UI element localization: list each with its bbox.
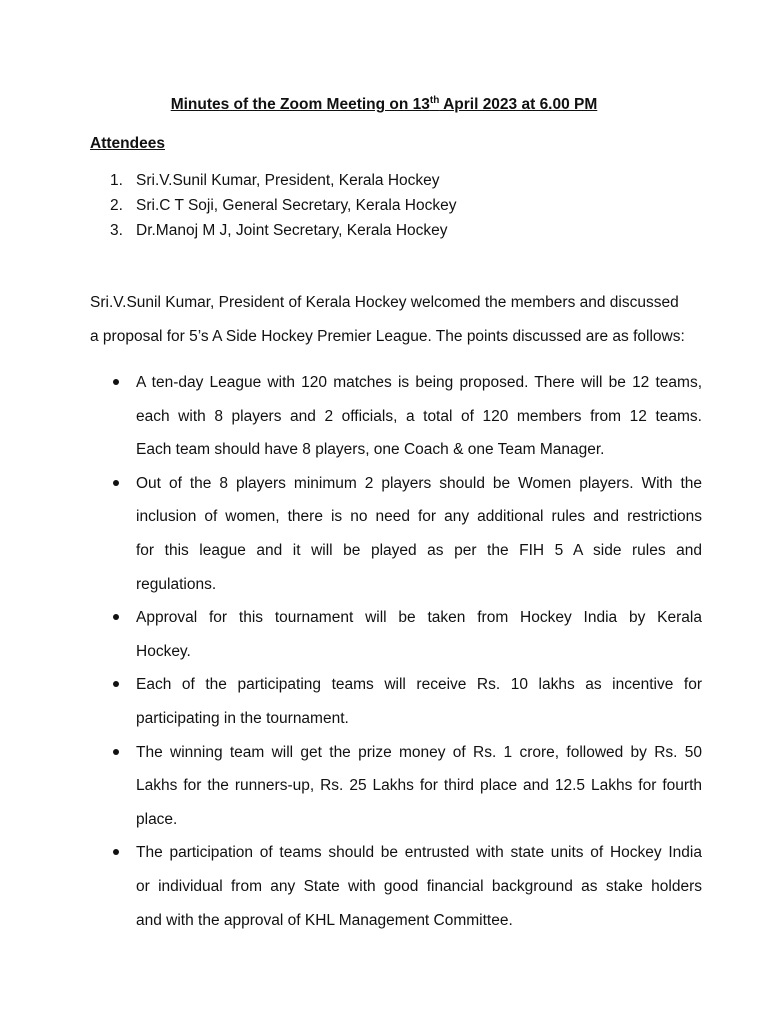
attendee-item: [90, 172, 456, 197]
discussion-point: [90, 668, 702, 735]
point-line: place.: [136, 810, 178, 828]
intro-line: a proposal for 5’s A Side Hockey Premier League. The points discussed are as follows:: [90, 327, 685, 345]
bullet-icon: [113, 614, 119, 620]
bullet-icon: [113, 849, 119, 855]
bullet-icon: [113, 379, 119, 385]
attendee-item: [90, 222, 456, 247]
page-title: [0, 96, 768, 114]
point-line: each with 8 players and 2 officials, a total of 120 members from 12 teams.: [136, 407, 702, 425]
point-line: The winning team will get the prize money of Rs. 1 crore, followed by Rs. 50: [136, 743, 702, 761]
point-line: and with the approval of KHL Management Committee.: [136, 911, 513, 929]
point-line: Out of the 8 players minimum 2 players should be Women players. With the: [136, 474, 702, 492]
bullet-icon: [113, 681, 119, 687]
attendee-item: [90, 197, 456, 222]
point-line: A ten-day League with 120 matches is being proposed. There will be 12 teams,: [136, 374, 702, 391]
bullet-icon: [113, 749, 119, 755]
intro-paragraph: [90, 286, 702, 353]
point-line: regulations.: [136, 575, 217, 593]
attendee-number: 1.: [110, 172, 123, 189]
discussion-point: [90, 467, 702, 601]
attendee-text: Dr.Manoj M J, Joint Secretary, Kerala Hockey: [136, 222, 448, 239]
point-line: Each team should have 8 players, one Coach & one Team Manager.: [136, 441, 605, 459]
point-line: for this league and it will be played as per the FIH 5 A side rules and: [136, 541, 702, 559]
point-line: Lakhs for the runners-up, Rs. 25 Lakhs for third place and 12.5 Lakhs for fourth: [136, 777, 702, 795]
point-line: Hockey.: [136, 642, 191, 660]
attendees-list: [90, 172, 456, 247]
point-line: The participation of teams should be entrusted with state units of Hockey India: [136, 844, 702, 862]
attendee-text: Sri.C T Soji, General Secretary, Kerala Hockey: [136, 197, 457, 214]
attendee-number: 3.: [110, 222, 123, 239]
bullet-icon: [113, 480, 119, 486]
discussion-points-list: [90, 366, 702, 937]
point-line: Approval for this tournament will be taken from Hockey India by Kerala: [136, 609, 702, 627]
discussion-point: [90, 601, 702, 668]
attendees-heading: Attendees: [90, 135, 165, 152]
attendee-number: 2.: [110, 197, 123, 214]
discussion-point: [90, 836, 702, 937]
point-line: inclusion of women, there is no need for any additional rules and restrictions: [136, 508, 702, 526]
point-line: Each of the participating teams will receive Rs. 10 lakhs as incentive for: [136, 676, 702, 694]
title-main: Minutes of the Zoom Meeting on 13: [170, 96, 430, 113]
attendee-text: Sri.V.Sunil Kumar, President, Kerala Hockey: [136, 172, 440, 189]
discussion-point: [90, 366, 702, 467]
intro-line: Sri.V.Sunil Kumar, President of Kerala Hockey welcomed the members and discussed: [90, 294, 679, 311]
point-line: or individual from any State with good financial background as stake holders: [136, 877, 702, 895]
title-superscript: th: [429, 94, 440, 106]
point-line: participating in the tournament.: [136, 709, 349, 727]
title-date-time: April 2023 at 6.00 PM: [439, 96, 598, 113]
discussion-point: [90, 736, 702, 837]
